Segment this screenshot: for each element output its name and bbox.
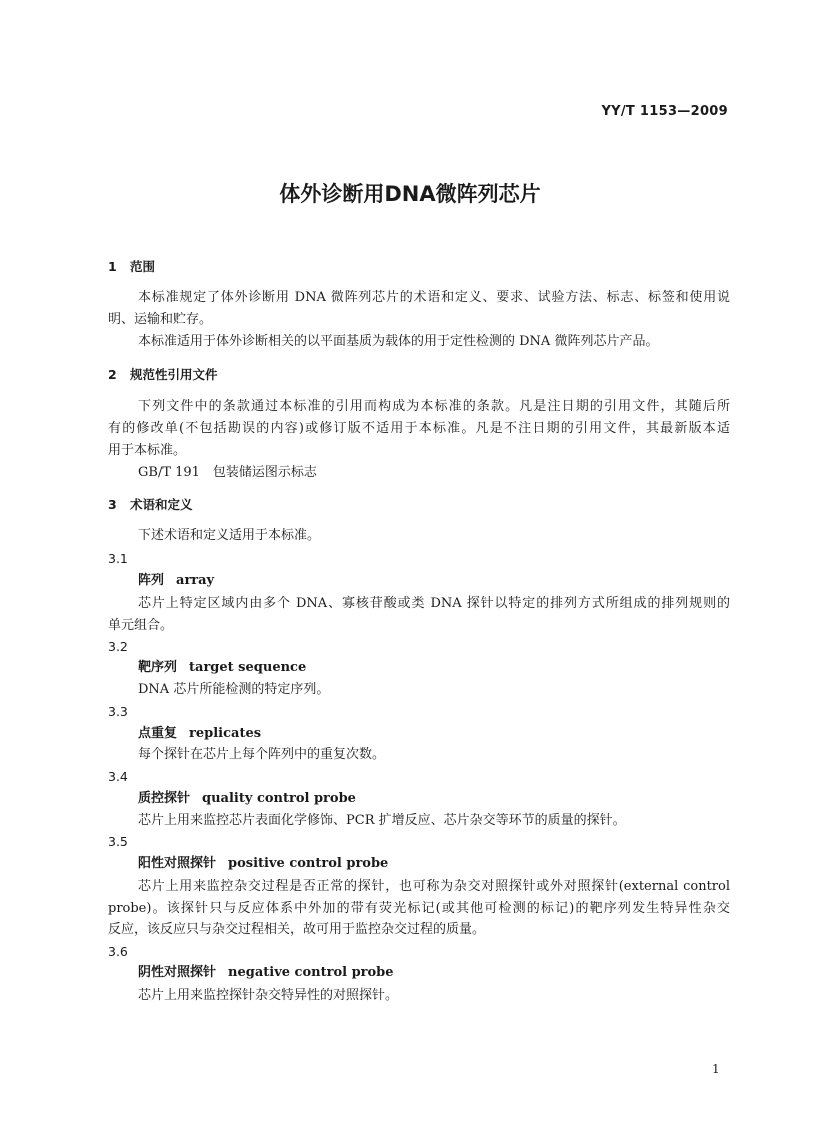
- section-2-paragraph-1-cont: 有的修改单(不包括勘误的内容)或修订版不适用于本标准。凡是不注日期的引用文件，其最新版本适: [108, 421, 730, 436]
- section-1-paragraph-1-cont: 明、运输和贮存。: [108, 312, 213, 327]
- normative-reference: GB/T 191 包装储运图示标志: [138, 465, 317, 480]
- section-1-paragraph-1: 本标准规定了体外诊断用 DNA 微阵列芯片的术语和定义、要求、试验方法、标志、标签和使用说: [138, 290, 730, 305]
- section-3-intro: 下述术语和定义适用于本标准。: [138, 528, 321, 543]
- term-heading: 点重复 replicates: [138, 726, 262, 741]
- term-definition: 芯片上用来监控探针杂交特异性的对照探针。: [138, 988, 399, 1003]
- term-heading: 阳性对照探针 positive control probe: [138, 856, 389, 871]
- document-title: 体外诊断用DNA微阵列芯片: [279, 182, 541, 206]
- term-definition-cont: probe)。该探针只与反应体系中外加的带有荧光标记(或其他可检测的标记)的靶序列发生特异性杂交: [108, 901, 730, 916]
- term-heading: 阵列 array: [138, 573, 215, 588]
- term-definition-end: 反应，该反应只与杂交过程相关，故可用于监控杂交过程的质量。: [108, 922, 486, 937]
- term-definition: DNA 芯片所能检测的特定序列。: [138, 682, 330, 697]
- term-number: 3.1: [108, 551, 128, 566]
- term-number: 3.6: [108, 944, 128, 959]
- term-number: 3.4: [108, 769, 128, 784]
- section-3-heading: 3 术语和定义: [108, 497, 193, 512]
- term-heading: 靶序列 target sequence: [138, 660, 307, 675]
- term-number: 3.5: [108, 834, 128, 849]
- term-number: 3.3: [108, 704, 128, 719]
- term-definition: 芯片上用来监控杂交过程是否正常的探针，也可称为杂交对照探针或外对照探针(external control: [138, 879, 730, 894]
- section-1-heading: 1 范围: [108, 259, 156, 274]
- standard-number: YY/T 1153—2009: [601, 104, 728, 119]
- section-2-paragraph-1: 下列文件中的条款通过本标准的引用而构成为本标准的条款。凡是注日期的引用文件，其随后所: [138, 399, 730, 414]
- page-number: 1: [712, 1062, 720, 1076]
- term-number: 3.2: [108, 639, 128, 654]
- section-2-paragraph-1-end: 用于本标准。: [108, 443, 187, 458]
- section-1-paragraph-2: 本标准适用于体外诊断相关的以平面基质为载体的用于定性检测的 DNA 微阵列芯片产品。: [138, 334, 659, 349]
- term-definition-cont: 单元组合。: [108, 618, 174, 633]
- term-definition: 芯片上用来监控芯片表面化学修饰、PCR 扩增反应、芯片杂交等环节的质量的探针。: [138, 813, 626, 828]
- term-heading: 质控探针 quality control probe: [138, 791, 356, 806]
- term-definition: 每个探针在芯片上每个阵列中的重复次数。: [138, 747, 386, 762]
- term-definition: 芯片上特定区域内由多个 DNA、寡核苷酸或类 DNA 探针以特定的排列方式所组成的排列规则的: [138, 596, 730, 611]
- term-heading: 阴性对照探针 negative control probe: [138, 965, 394, 980]
- section-2-heading: 2 规范性引用文件: [108, 367, 218, 382]
